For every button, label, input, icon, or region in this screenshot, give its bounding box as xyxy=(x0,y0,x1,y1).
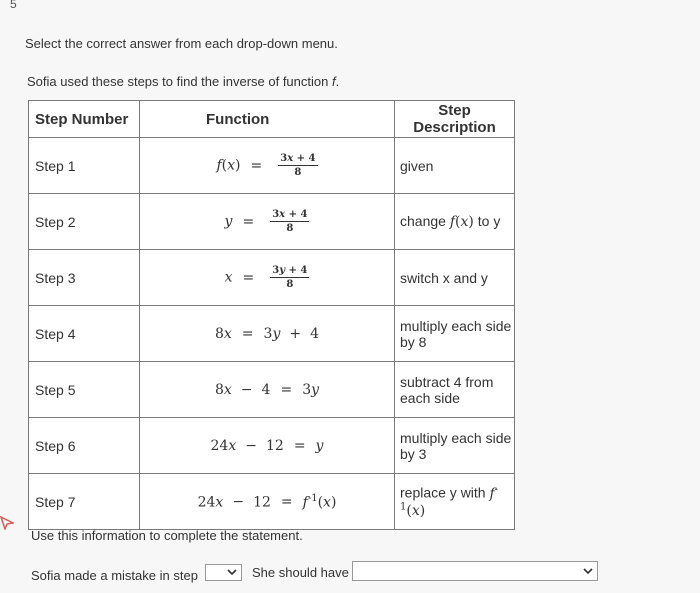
pointer-arrow-icon xyxy=(0,516,14,530)
step-function: 24x − 12 = y xyxy=(140,418,395,474)
step-label: Step 7 xyxy=(29,474,140,530)
statement-part1: Sofia made a mistake in step xyxy=(31,568,198,583)
step-description: replace y with $f^{-1}(x)$ xyxy=(395,474,515,530)
question-number: 5 xyxy=(10,0,17,11)
step-description: change f(x) to y xyxy=(395,194,515,250)
table-row xyxy=(29,418,515,474)
step-description: given xyxy=(395,138,515,194)
step-description: switch x and y xyxy=(395,250,515,306)
step-function: x = $\frac{3y + 4}{8}$ xyxy=(140,250,395,306)
header-step-description: Step Description xyxy=(395,101,515,138)
step-function: 8x = 3y + 4 xyxy=(140,306,395,362)
step-function: $24x - 12 = f^{-1}(x)$ xyxy=(140,474,395,530)
table-row xyxy=(29,250,515,306)
header-step-number: Step Number xyxy=(29,101,140,138)
correction-dropdown[interactable] xyxy=(352,561,598,581)
table-row xyxy=(29,362,515,418)
table-row xyxy=(29,138,515,194)
step-label: Step 2 xyxy=(29,194,140,250)
step-function: 8x − 4 = 3y xyxy=(140,362,395,418)
intro-text: Sofia used these steps to find the inverse of function f. xyxy=(27,74,340,89)
table-row xyxy=(29,194,515,250)
header-function: Function xyxy=(140,101,395,138)
step-description: multiply each side by 3 xyxy=(395,418,515,474)
step-label: Step 5 xyxy=(29,362,140,418)
step-description: subtract 4 from each side xyxy=(395,362,515,418)
chevron-down-icon xyxy=(583,566,593,576)
step-description: multiply each side by 8 xyxy=(395,306,515,362)
step-label: Step 6 xyxy=(29,418,140,474)
steps-table xyxy=(28,100,515,530)
table-row xyxy=(29,474,515,530)
use-info-text: Use this information to complete the statement. xyxy=(31,528,303,543)
step-label: Step 3 xyxy=(29,250,140,306)
step-label: Step 1 xyxy=(29,138,140,194)
step-function: y = $\frac{3x + 4}{8}$ xyxy=(140,194,395,250)
step-label: Step 4 xyxy=(29,306,140,362)
statement-part2: She should have xyxy=(252,565,349,580)
chevron-down-icon xyxy=(227,567,237,577)
table-row xyxy=(29,306,515,362)
step-function: f(x) = $\frac{3x + 4}{8}$ xyxy=(140,138,395,194)
step-dropdown[interactable] xyxy=(205,564,242,581)
table-header-row xyxy=(29,101,515,138)
instruction-text: Select the correct answer from each drop-down menu. xyxy=(25,36,338,51)
